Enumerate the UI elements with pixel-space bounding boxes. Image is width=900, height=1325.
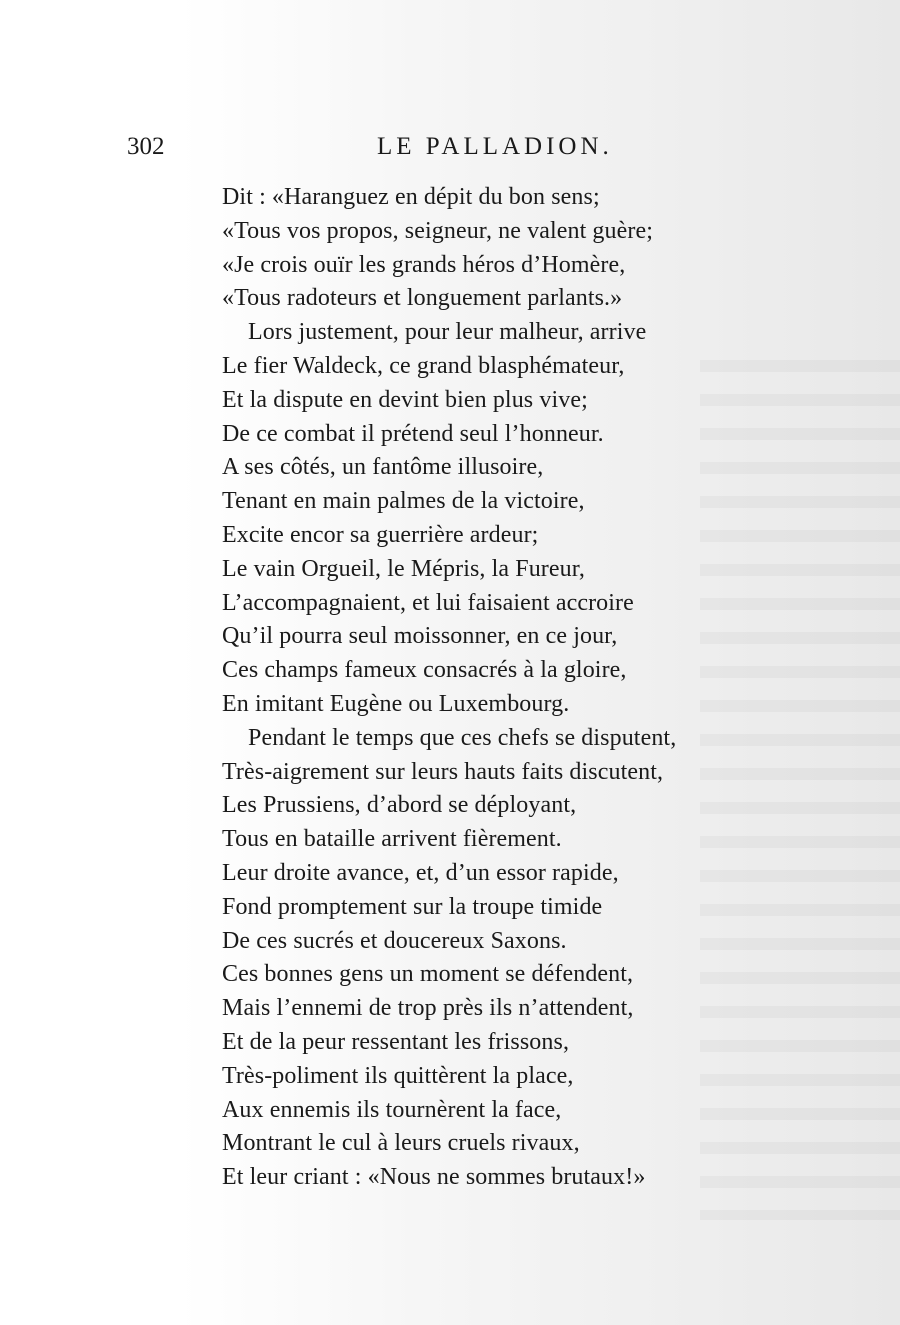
poem-line: Fond promptement sur la troupe timide xyxy=(222,893,603,920)
poem-line: Et leur criant : «Nous ne sommes brutaux!» xyxy=(222,1164,646,1191)
poem-line: «Tous vos propos, seigneur, ne valent guère; xyxy=(222,217,653,244)
poem-line: Pendant le temps que ces chefs se disputent, xyxy=(248,724,677,751)
poem-line: «Tous radoteurs et longuement parlants.» xyxy=(222,285,623,312)
poem-line: Mais l’ennemi de trop près ils n’attendent, xyxy=(222,995,634,1022)
poem-line: Le vain Orgueil, le Mépris, la Fureur, xyxy=(222,555,585,582)
poem-line: Ces champs fameux consacrés à la gloire, xyxy=(222,657,627,684)
poem-line: Qu’il pourra seul moissonner, en ce jour, xyxy=(222,623,618,650)
poem-line: Excite encor sa guerrière ardeur; xyxy=(222,521,539,548)
poem-line: De ces sucrés et doucereux Saxons. xyxy=(222,927,567,954)
poem-line: Tous en bataille arrivent fièrement. xyxy=(222,826,562,853)
poem-line: Et de la peur ressentant les frissons, xyxy=(222,1028,570,1055)
poem-line: Tenant en main palmes de la victoire, xyxy=(222,488,585,515)
poem-line: De ce combat il prétend seul l’honneur. xyxy=(222,420,604,447)
poem-line: A ses côtés, un fantôme illusoire, xyxy=(222,454,544,481)
page-number: 302 xyxy=(127,133,165,160)
poem-line: Dit : «Haranguez en dépit du bon sens; xyxy=(222,184,600,210)
poem-line: Les Prussiens, d’abord se déployant, xyxy=(222,792,577,819)
poem-line: L’accompagnaient, et lui faisaient accroire xyxy=(222,589,634,616)
poem-line: Ces bonnes gens un moment se défendent, xyxy=(222,961,634,988)
poem-line: «Je crois ouïr les grands héros d’Homère, xyxy=(222,251,626,278)
poem-line: Aux ennemis ils tournèrent la face, xyxy=(222,1096,562,1123)
poem-line: Très-poliment ils quittèrent la place, xyxy=(222,1062,574,1089)
poem-line: Montrant le cul à leurs cruels rivaux, xyxy=(222,1130,580,1157)
poem-line: Leur droite avance, et, d’un essor rapide, xyxy=(222,859,619,886)
poem-line: Très-aigrement sur leurs hauts faits discutent, xyxy=(222,758,664,785)
running-title: LE PALLADION. xyxy=(377,133,613,160)
poem-line: Le fier Waldeck, ce grand blasphémateur, xyxy=(222,352,625,379)
poem-line: Lors justement, pour leur malheur, arrive xyxy=(248,319,647,346)
poem-line: Et la dispute en devint bien plus vive; xyxy=(222,386,588,413)
poem-line: En imitant Eugène ou Luxembourg. xyxy=(222,690,570,717)
poem-verse xyxy=(222,181,882,1195)
